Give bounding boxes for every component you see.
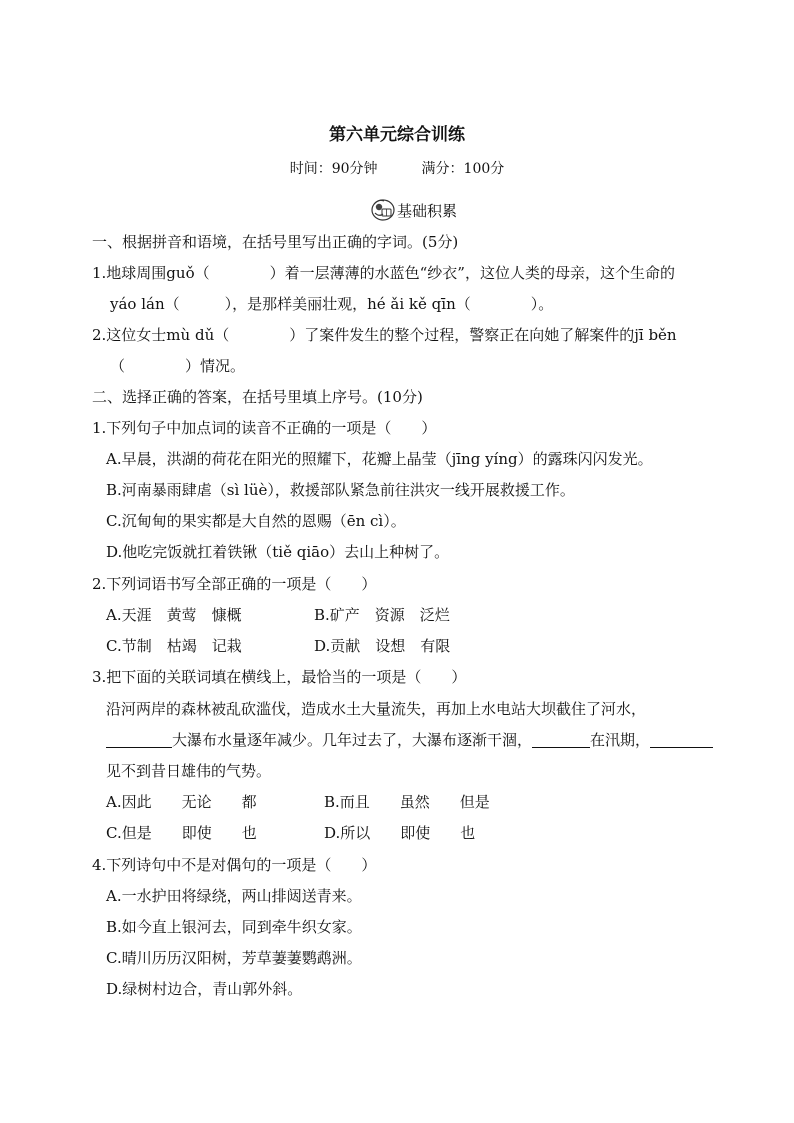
q2-2-option-d: D.贡献 设想 有限 bbox=[314, 637, 451, 655]
exam-meta bbox=[0, 159, 794, 179]
passage-2-part-b: 在汛期， bbox=[590, 731, 651, 749]
q2-3-option-a: A.因此 无论 都 bbox=[106, 793, 257, 811]
q2-3-option-c: C.但是 即使 也 bbox=[106, 824, 257, 842]
q2-2-option-a: A.天涯 黄莺 慷概 bbox=[106, 606, 242, 624]
q2-3-stem: 3.把下面的关联词填在横线上，最恰当的一项是（ ） bbox=[92, 668, 467, 686]
q2-4-option-d: D.绿树村边合，青山郭外斜。 bbox=[106, 980, 303, 998]
q2-heading: 二、选择正确的答案，在括号里填上序号。(10分) bbox=[92, 388, 423, 406]
q1-line-2: yáo lán（ ），是那样美丽壮观，hé ǎi kě qīn（ ）。 bbox=[110, 295, 554, 313]
fill-blank-2 bbox=[532, 731, 590, 748]
q2-3-option-d: D.所以 即使 也 bbox=[324, 824, 476, 842]
time-limit: 时间：90分钟 bbox=[289, 161, 378, 177]
q2-3-passage-3: 见不到昔日雄伟的气势。 bbox=[106, 762, 272, 780]
q2-2-option-b: B.矿产 资源 泛烂 bbox=[314, 606, 450, 624]
q1-line-3: 2.这位女士mù dǔ（ ）了案件发生的整个过程，警察正在向她了解案件的jī běn bbox=[92, 326, 677, 344]
q2-2-option-c: C.节制 枯竭 记栽 bbox=[106, 637, 242, 655]
q1-line-4: （ ）情况。 bbox=[110, 357, 246, 375]
q2-1-stem: 1.下列句子中加点词的读音不正确的一项是（ ） bbox=[92, 419, 437, 437]
q2-4-option-c: C.晴川历历汉阳树，芳草萋萋鹦鹉洲。 bbox=[106, 949, 362, 967]
q2-1-option-c: C.沉甸甸的果实都是大自然的恩赐（ēn cì）。 bbox=[106, 512, 406, 530]
q1-line-1: 1.地球周围guǒ（ ）着一层薄薄的水蓝色“纱衣”，这位人类的母亲，这个生命的 bbox=[92, 264, 675, 282]
section-label: 基础积累 bbox=[397, 202, 458, 220]
q2-3-passage-2 bbox=[106, 730, 713, 750]
passage-2-part-a: 大瀑布水量逐年减少。几年过去了，大瀑布逐渐干涸， bbox=[172, 731, 533, 749]
q2-1-option-d: D.他吃完饭就扛着铁锹（tiě qiāo）去山上种树了。 bbox=[106, 543, 450, 561]
q2-3-passage-1: 沿河两岸的森林被乱砍滥伐，造成水土大量流失，再加上水电站大坝截住了河水， bbox=[106, 700, 647, 718]
q2-1-option-a: A.早晨，洪湖的荷花在阳光的照耀下，花瓣上晶莹（jīng yíng）的露珠闪闪发光。 bbox=[106, 450, 653, 468]
q1-heading: 一、根据拼音和语境，在括号里写出正确的字词。(5分) bbox=[92, 233, 459, 251]
q2-2-stem: 2.下列词语书写全部正确的一项是（ ） bbox=[92, 575, 377, 593]
section-heading bbox=[370, 198, 457, 222]
page-title: 第六单元综合训练 bbox=[329, 125, 465, 145]
full-score: 满分：100分 bbox=[421, 161, 505, 177]
reader-icon bbox=[370, 198, 396, 222]
fill-blank-1 bbox=[106, 731, 172, 748]
fill-blank-3 bbox=[650, 731, 713, 748]
q2-4-stem: 4.下列诗句中不是对偶句的一项是（ ） bbox=[92, 856, 377, 874]
q2-1-option-b: B.河南暴雨肆虐（sì lüè），救援部队紧急前往洪灾一线开展救援工作。 bbox=[106, 481, 575, 499]
q2-4-option-b: B.如今直上银河去，同到牵牛织女家。 bbox=[106, 918, 362, 936]
q2-3-option-b: B.而且 虽然 但是 bbox=[324, 793, 490, 811]
q2-4-option-a: A.一水护田将绿绕，两山排闼送青来。 bbox=[106, 887, 362, 905]
